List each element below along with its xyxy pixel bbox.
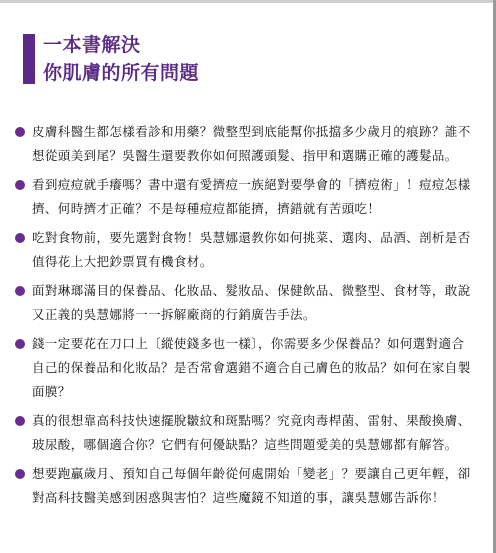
bullet-dot-icon	[15, 416, 25, 426]
list-item-text: 錢一定要花在刀口上〔縱使錢多也一樣〕，你需要多少保養品？如何選對適合自己的保養品和化妝品？是否常會選錯不適合自己膚色的妝品？如何在家自製面膜？	[32, 336, 471, 399]
top-border	[0, 0, 496, 3]
bullet-dot-icon	[15, 339, 25, 349]
list-item	[14, 409, 476, 457]
bullet-dot-icon	[15, 127, 25, 137]
list-item-text: 面對琳瑯滿目的保養品、化妝品、髮妝品、保健飲品、微整型、食材等，敢說又正義的吳慧娜將一一拆解廠商的行銷廣告手法。	[32, 283, 471, 322]
bullet-dot-icon	[15, 180, 25, 190]
list-item-text: 皮膚科醫生都怎樣看診和用藥？微整型到底能幫你抵擋多少歲月的痕跡？誰不想從頭美到尾？吳醫生還要教你如何照護頭髮、指甲和選購正確的護髮品。	[32, 124, 471, 163]
list-item-text: 想要跑贏歲月、預知自己每個年齡從何處開始「變老」？要讓自己更年輕，卻對高科技醫美感到困惑與害怕？這些魔鏡不知道的事，讓吳慧娜告訴你！	[32, 466, 471, 505]
list-item-text: 看到痘痘就手癢嗎？書中還有愛擠痘一族絕對要學會的「擠痘術」！痘痘怎樣擠、何時擠才正確？不是每種痘痘都能擠，擠錯就有苦頭吃！	[32, 177, 471, 216]
heading-accent-bar	[23, 34, 35, 84]
list-item	[14, 226, 476, 274]
list-item	[14, 462, 476, 510]
heading-line-2: 你肌膚的所有問題	[43, 62, 200, 84]
section-heading	[23, 34, 199, 84]
list-item	[14, 173, 476, 221]
bullet-dot-icon	[15, 469, 25, 479]
heading-text	[43, 34, 199, 84]
feature-list	[14, 120, 476, 515]
heading-line-1: 一本書解決	[43, 34, 141, 56]
list-item	[14, 279, 476, 327]
list-item	[14, 332, 476, 404]
bullet-dot-icon	[15, 233, 25, 243]
list-item-text: 吃對食物前，要先選對食物！吳慧娜還教你如何挑菜、選肉、品酒、剖析是否值得花上大把鈔票買有機食材。	[32, 230, 471, 269]
bullet-dot-icon	[15, 286, 25, 296]
list-item	[14, 120, 476, 168]
list-item-text: 真的很想靠高科技快速擺脫皺紋和斑點嗎？究竟肉毒桿菌、雷射、果酸換膚、玻尿酸，哪個適合你？它們有何優缺點？這些問題愛美的吳慧娜都有解答。	[32, 413, 471, 452]
